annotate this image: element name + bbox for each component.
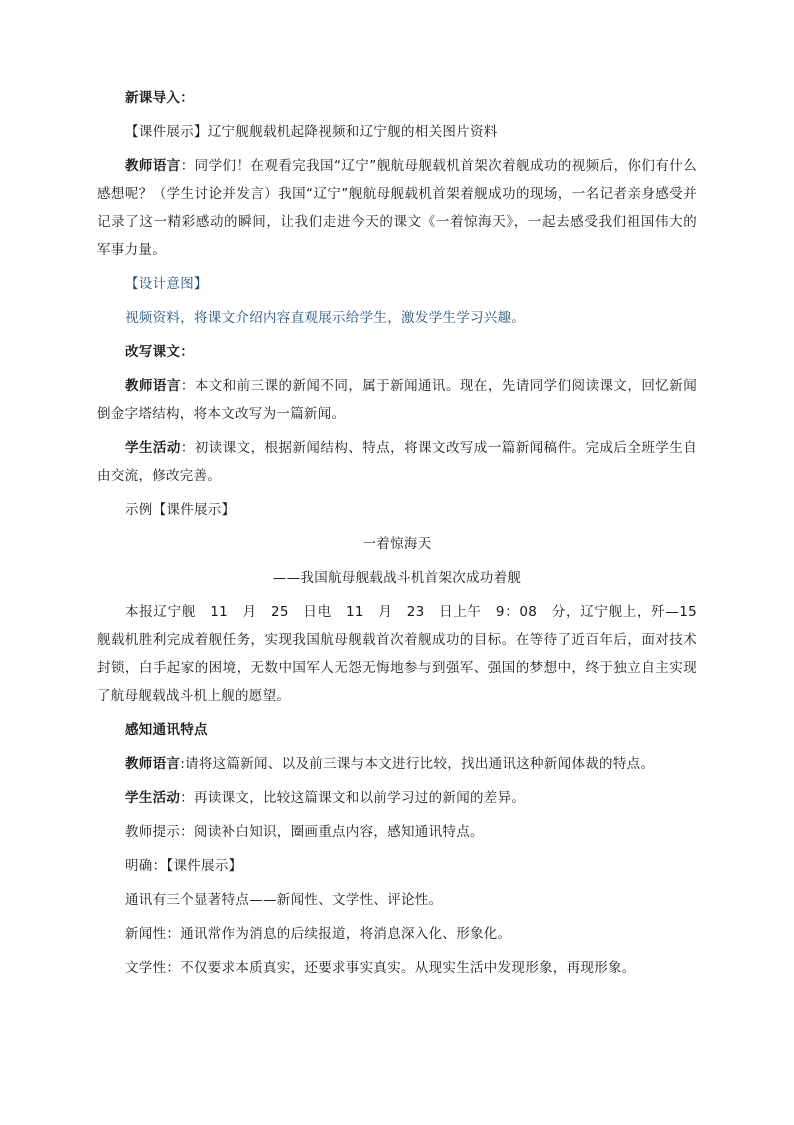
clarify-point-3: 文学性：不仅要求本质真实，还要求事实真实。从现实生活中发现形象，再现形象。	[125, 960, 636, 976]
student-lead: 学生活动	[125, 790, 181, 806]
teacher-text: ：本文和前三课的新闻不同，属于新闻通讯。现在，先请同学们阅读课文，回忆新闻倒金字塔结构，将本文改写为一篇新闻。	[97, 378, 697, 422]
teacher-lead: 教师语言	[125, 158, 181, 174]
rewrite-teacher-paragraph	[97, 372, 697, 428]
intro-show: 【课件展示】辽宁舰舰载机起降视频和辽宁舰的相关图片资料	[125, 124, 498, 140]
feature-hint: 教师提示：阅读补白知识，圈画重点内容，感知通讯特点。	[125, 824, 484, 840]
document-body	[97, 84, 711, 988]
feature-student-paragraph	[97, 784, 697, 812]
clarify-point-2: 新闻性：通讯常作为消息的后续报道，将消息深入化、形象化。	[125, 926, 512, 942]
news-body: 本报辽宁舰 11 月 25 日电 11 月 23 日上午 9：08 分，辽宁舰上，歼—15 舰载机胜利完成着舰任务，实现我国航母舰载首次着舰成功的目标。在等待了近百年后，面对技术封锁，白手起家的困境，无数中国军人无怨无悔地参与到强军、强国的梦想中，终于独立自主实现了航母舰载战斗机上舰的愿望。	[97, 604, 711, 704]
feature-teacher-paragraph	[97, 750, 697, 778]
news-title: 一着惊海天	[362, 536, 432, 552]
design-text: 视频资料，将课文介绍内容直观展示给学生，激发学生学习兴趣。	[125, 310, 526, 326]
student-text: ：初读课文，根据新闻结构、特点，将课文改写成一篇新闻稿件。完成后全班学生自由交流，修改完善。	[97, 440, 697, 484]
clarify-point-1: 通讯有三个显著特点——新闻性、文学性、评论性。	[125, 892, 443, 908]
intro-teacher-paragraph	[97, 152, 697, 264]
teacher-text: ：同学们！在观看完我国“辽宁”舰航母舰载机首架次着舰成功的视频后，你们有什么感想呢？（学生讨论并发言）我国“辽宁”舰航母舰载机首架着舰成功的现场，一名记者亲身感受并记录了这一精彩感动的瞬间，让我们走进今天的课文《一着惊海天》，一起去感受我们祖国伟大的军事力量。	[97, 158, 697, 258]
student-text: ：再读课文，比较这篇课文和以前学习过的新闻的差异。	[180, 790, 526, 806]
teacher-text: :请将这篇新闻、以及前三课与本文进行比较，找出通讯这种新闻体裁的特点。	[180, 756, 655, 772]
student-lead: 学生活动	[125, 440, 181, 456]
teacher-lead: 教师语言	[125, 378, 181, 394]
feature-heading: 感知通讯特点	[125, 722, 208, 738]
design-heading: 【设计意图】	[125, 276, 208, 292]
news-subtitle: ——我国航母舰载战斗机首架次成功着舰	[272, 570, 522, 586]
teacher-lead: 教师语言	[125, 756, 181, 772]
example-label: 示例【课件展示】	[125, 502, 236, 518]
intro-heading: 新课导入：	[125, 90, 194, 106]
clarify-label: 明确：【课件展示】	[125, 858, 243, 874]
rewrite-heading: 改写课文：	[125, 344, 194, 360]
rewrite-student-paragraph	[97, 434, 697, 490]
